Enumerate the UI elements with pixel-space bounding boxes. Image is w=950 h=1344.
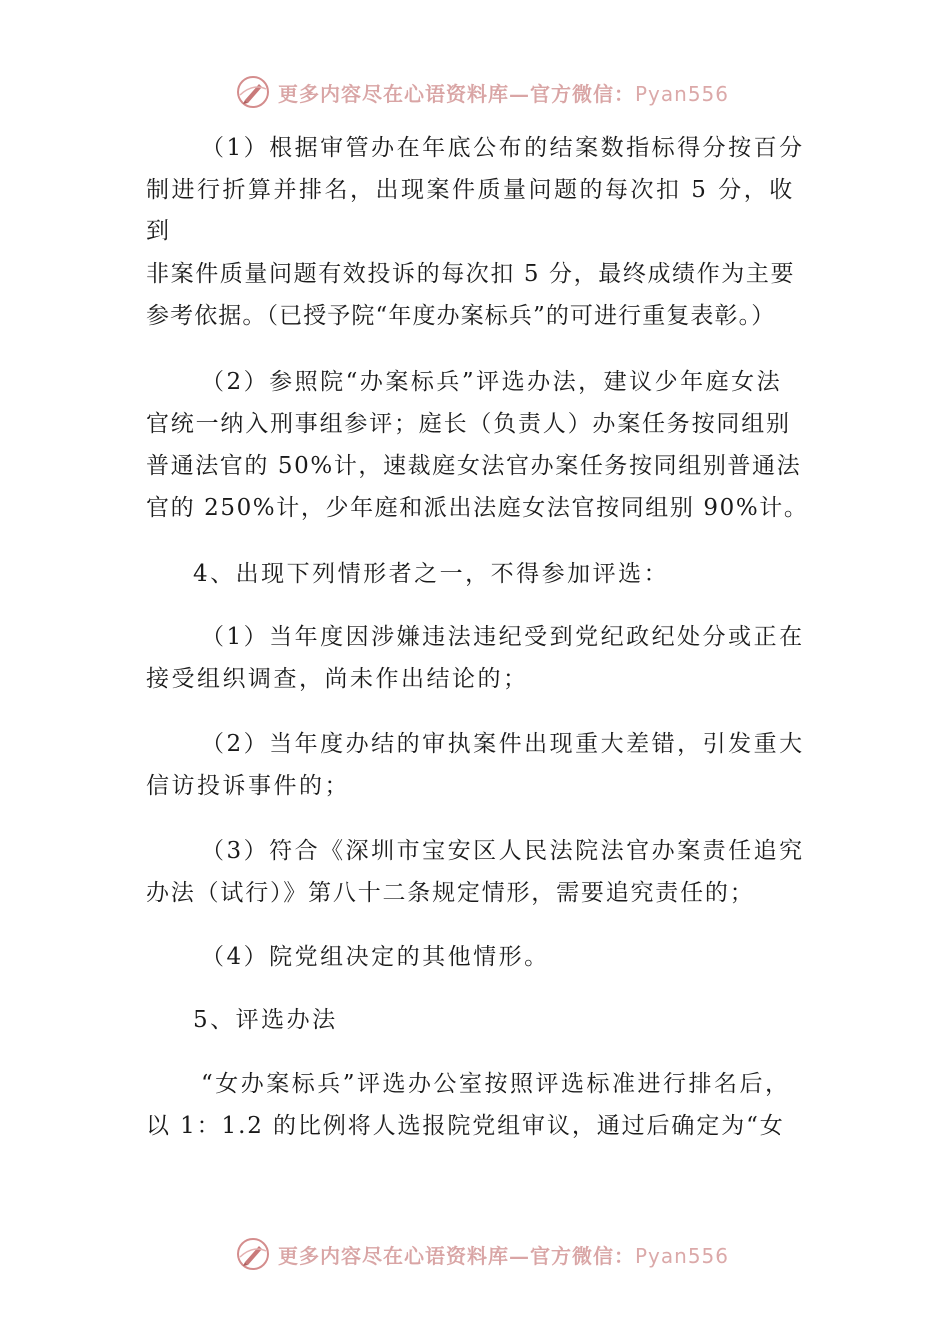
text-line: 制进行折算并排名，出现案件质量问题的每次扣 5 分，收 [146,177,795,203]
text-line: 到 [146,218,172,244]
watermark-wechat-id: Pyan556 [635,81,730,106]
section-heading: 5、评选办法 [193,1007,338,1033]
text-line: 办法（试行）》第八十二条规定情形，需要追究责任的； [146,880,755,906]
watermark-header [236,72,756,112]
watermark-text: 更多内容尽在心语资料库—官方微信：Pyan556 [278,81,730,106]
text-line: 普通法官的 50%计，速裁庭女法官办案任务按同组别普通法 [146,453,802,479]
text-line: 官统一纳入刑事组参评；庭长（负责人）办案任务按同组别 [146,411,791,437]
text-line: 官的 250%计，少年庭和派出法庭女法官按同组别 90%计。 [146,495,809,521]
text-line: “女办案标兵”评选办公室按照评选标准进行排名后， [201,1071,791,1097]
text-line: （4）院党组决定的其他情形。 [201,944,550,970]
watermark-text: 更多内容尽在心语资料库—官方微信：Pyan556 [278,1243,730,1268]
section-heading: 4、出现下列情形者之一，不得参加评选： [193,561,670,587]
text-line: （3）符合《深圳市宝安区人民法院法官办案责任追究 [201,838,805,864]
text-line: （2）当年度办结的审执案件出现重大差错，引发重大 [201,731,805,757]
text-line: 信访投诉事件的； [146,773,350,799]
text-line: （2）参照院“办案标兵”评选办法，建议少年庭女法 [201,369,783,395]
text-line: 非案件质量问题有效投诉的每次扣 5 分，最终成绩作为主要 [146,261,796,287]
watermark-footer [236,1234,756,1274]
text-line: （1）根据审管办在年底公布的结案数指标得分按百分 [201,135,805,161]
watermark-wechat-id: Pyan556 [635,1243,730,1268]
text-line: 接受组织调查，尚未作出结论的； [146,666,529,692]
text-line: 以 1：1.2 的比例将人选报院党组审议，通过后确定为“女 [146,1113,785,1139]
text-line: （1）当年度因涉嫌违法违纪受到党纪政纪处分或正在 [201,624,805,650]
text-line: 参考依据。（已授予院“年度办案标兵”的可进行重复表彰。） [146,303,776,329]
fountain-pen-logo-icon [236,1237,270,1271]
fountain-pen-logo-icon [236,75,270,109]
